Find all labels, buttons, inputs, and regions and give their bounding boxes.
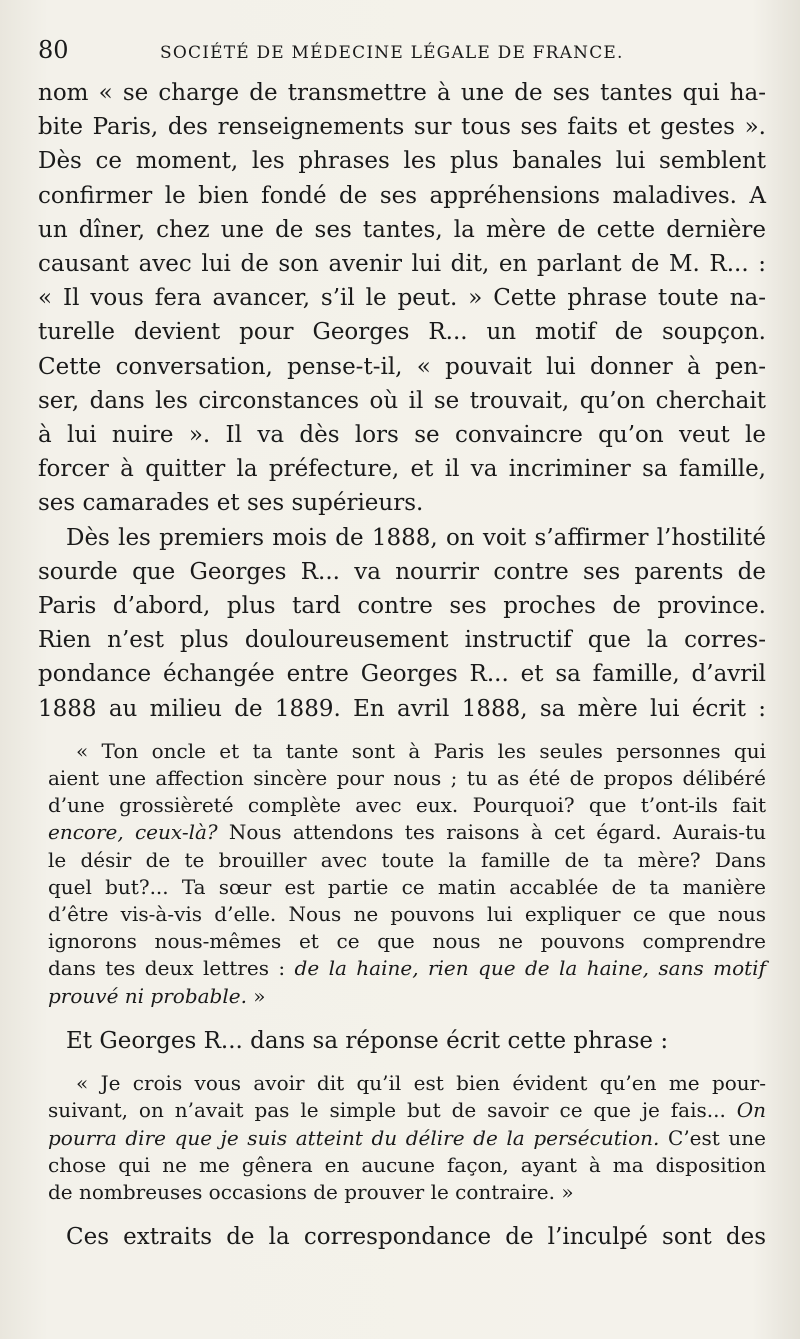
text-line: forcer à quitter la préfecture, et il va incriminer sa famille, [38, 456, 766, 483]
quote-text: dans tes deux lettres : [48, 956, 295, 981]
quote-italic: de la haine, rien que de la haine, sans motif [294, 956, 766, 981]
quote-line: « Je crois vous avoir dit qu’il est bien évident qu’en me pour- [76, 1071, 766, 1096]
quote-line: d’être vis-à-vis d’elle. Nous ne pouvons lui expliquer ce que nous [48, 902, 766, 927]
text-line: bite Paris, des renseignements sur tous ses faits et gestes ». [38, 114, 766, 141]
text-line: nom « se charge de transmettre à une de ses tantes qui ha- [38, 80, 766, 106]
quote-line: le désir de te brouiller avec toute la famille de ta mère? Dans [48, 847, 766, 872]
paragraph-3 [38, 1024, 766, 1058]
text-line: Ces extraits de la correspondance de l’inculpé sont des [66, 1224, 766, 1251]
quote-line: d’une grossièreté complète avec eux. Pourquoi? que t’ont-ils fait [48, 793, 766, 818]
quote-italic: prouvé ni probable. [48, 983, 247, 1008]
text-line: pondance échangée entre Georges R... et sa famille, d’avril [38, 661, 766, 688]
quote-italic: pourra dire que je suis atteint du délire de la persécution. [48, 1125, 660, 1150]
text-line: Rien n’est plus douloureusement instructif que la corres- [38, 627, 766, 654]
quote-georges-reply [48, 1070, 766, 1206]
quote-line: aient une affection sincère pour nous ; tu as été de propos délibéré [48, 766, 766, 791]
body-text [38, 76, 766, 726]
quote-line [48, 955, 766, 982]
paragraph-1 [38, 76, 766, 521]
paragraph-2 [38, 521, 766, 726]
quote-line [48, 983, 766, 1010]
text-line: un dîner, chez une de ses tantes, la mère de cette dernière [38, 216, 766, 243]
text-line: « Il vous fera avancer, s’il le peut. » Cette phrase toute na- [38, 285, 766, 312]
quote-italic: encore, ceux-là? [48, 820, 218, 845]
quote-italic: On [736, 1098, 766, 1123]
text-line: turelle devient pour Georges R... un motif de soupçon. [38, 319, 766, 346]
page-header [38, 36, 766, 76]
quote-mother-letter [48, 738, 766, 1010]
quote-line: quel but?... Ta sœur est partie ce matin accablée de ta manière [48, 874, 766, 899]
quote-line [48, 1125, 766, 1152]
quote-text: » [246, 983, 266, 1008]
text-line: causant avec lui de son avenir lui dit, en parlant de M. R... : [38, 251, 766, 278]
running-head: SOCIÉTÉ DE MÉDECINE LÉGALE DE FRANCE. [160, 43, 624, 63]
text-line: 1888 au milieu de 1889. En avril 1888, sa mère lui écrit : [38, 695, 766, 722]
paragraph-4 [38, 1220, 766, 1254]
quote-text: suivant, on n’avait pas le simple but de savoir ce que je fais... [48, 1098, 737, 1123]
text-line: Et Georges R... dans sa réponse écrit cette phrase : [66, 1027, 669, 1054]
text-line: sourde que Georges R... va nourrir contre ses parents de [38, 558, 766, 585]
text-line: Paris d’abord, plus tard contre ses proches de province. [38, 593, 766, 620]
text-line: Dès ce moment, les phrases les plus banales lui semblent [38, 148, 766, 175]
quote-line: de nombreuses occasions de prouver le contraire. » [48, 1179, 574, 1204]
text-line: à lui nuire ». Il va dès lors se convaincre qu’on veut le [38, 422, 766, 449]
text-line: ses camarades et ses supérieurs. [38, 490, 424, 517]
quote-line [48, 819, 766, 846]
quote-line [48, 1097, 766, 1124]
quote-text: C’est une [659, 1125, 767, 1150]
text-line: Cette conversation, pense-t-il, « pouvait lui donner à pen- [38, 353, 766, 380]
quote-line: chose qui ne me gênera en aucune façon, ayant à ma disposition [48, 1152, 766, 1177]
text-line: confirmer le bien fondé de ses appréhensions maladives. A [38, 182, 766, 209]
page-number: 80 [38, 36, 69, 64]
text-line: Dès les premiers mois de 1888, on voit s’affirmer l’hostilité [66, 524, 766, 551]
quote-line: « Ton oncle et ta tante sont à Paris les seules personnes qui [76, 738, 766, 763]
quote-text: Nous attendons tes raisons à cet égard. Aurais-tu [217, 820, 767, 845]
quote-line: ignorons nous-mêmes et ce que nous ne pouvons comprendre [48, 929, 766, 954]
text-line: ser, dans les circonstances où il se trouvait, qu’on cherchait [38, 387, 766, 414]
